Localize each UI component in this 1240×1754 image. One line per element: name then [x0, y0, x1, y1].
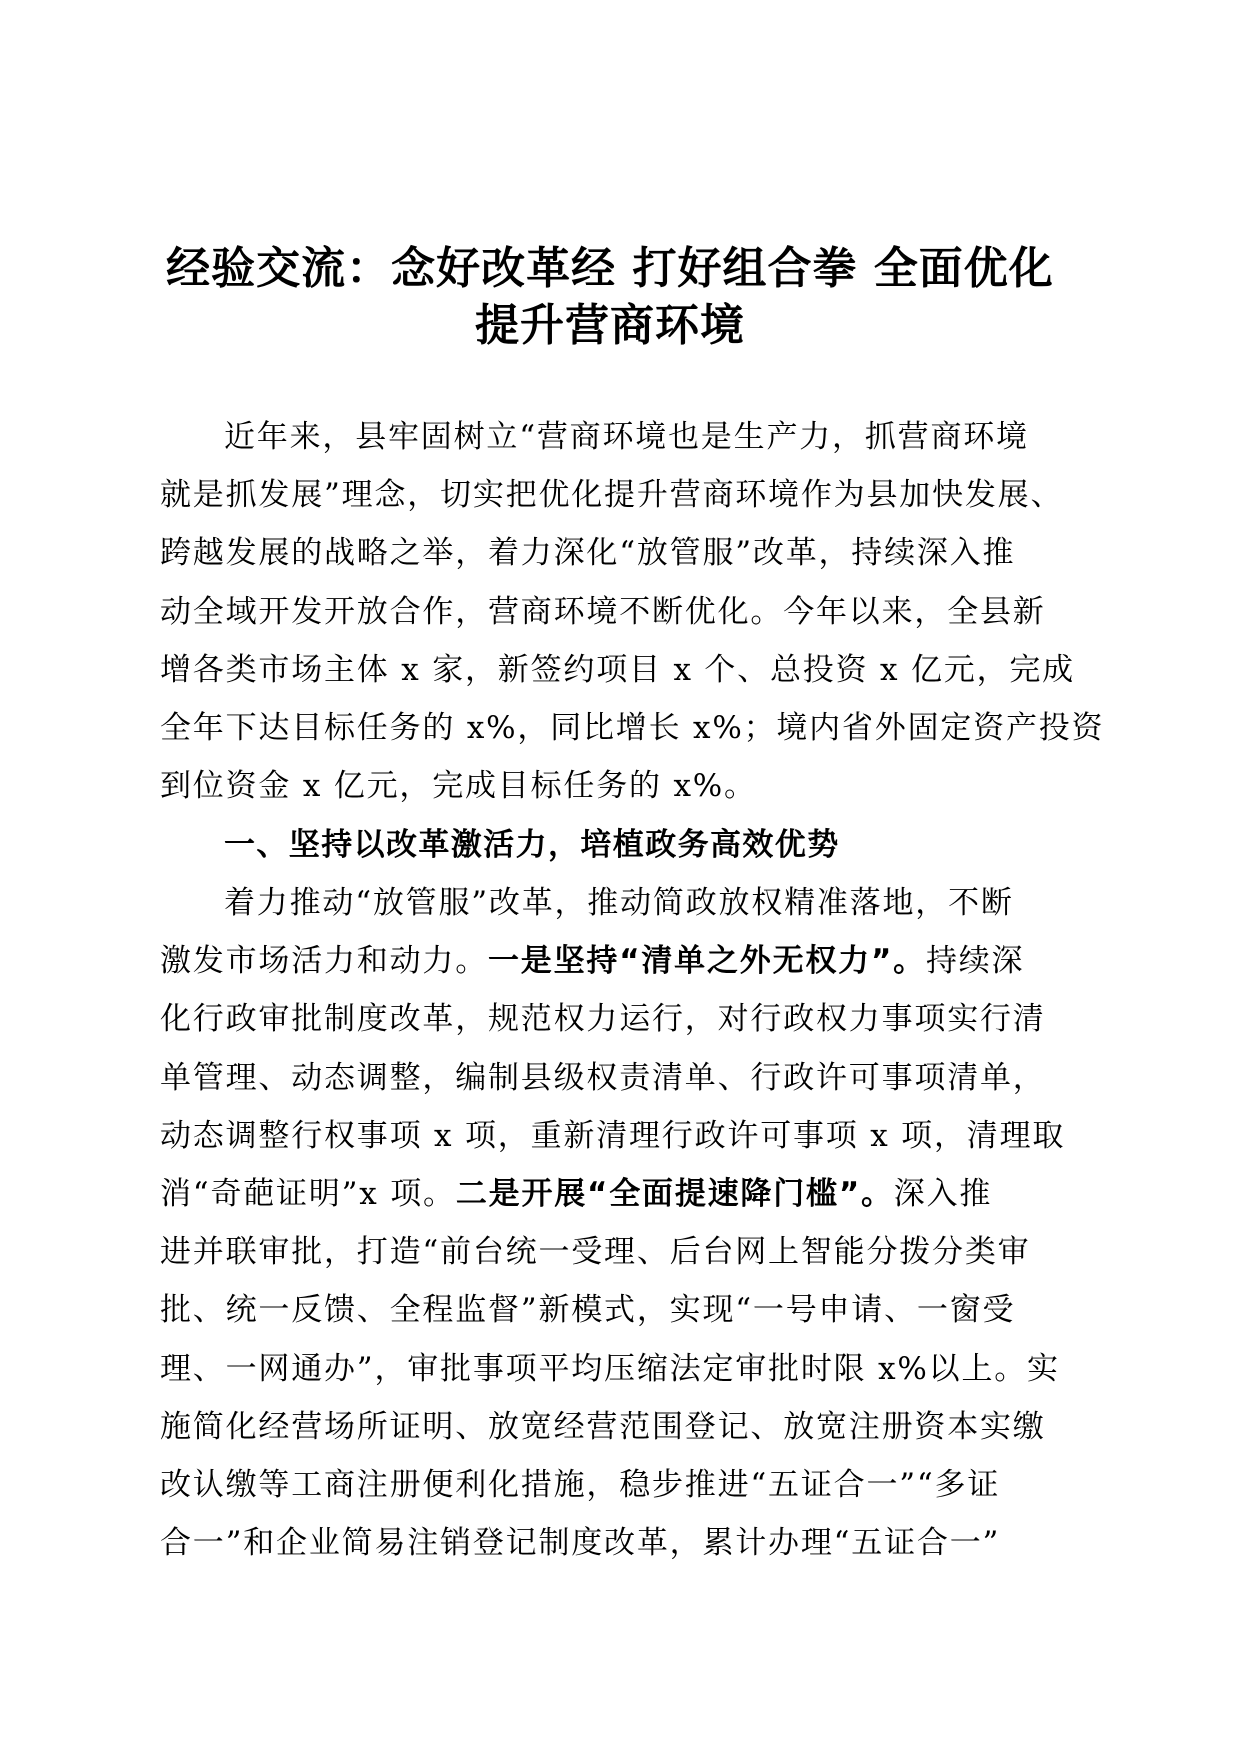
paragraph-line: 跨越发展的战略之举，着力深化“放管服”改革，持续深入推: [160, 535, 1016, 572]
paragraph-line: [160, 932, 1085, 990]
line-text: 消“奇葩证明”x 项。: [160, 1176, 456, 1213]
title-line-1: 经验交流：念好改革经 打好组合拳 全面优化: [166, 243, 1054, 294]
paragraph-line: 进并联审批，打造“前台统一受理、后台网上智能分拨分类审: [160, 1234, 1031, 1271]
document-title: [140, 240, 1080, 354]
paragraph-line: 化行政审批制度改革，规范权力运行，对行政权力事项实行清: [160, 1001, 1046, 1038]
paragraph-line: 着力推动“放管服”改革，推动简政放权精准落地，不断: [224, 885, 1014, 921]
line-text: 持续深: [925, 943, 1025, 980]
paragraph-line: 合一”和企业简易注销登记制度改革，累计办理“五证合一”: [160, 1525, 1001, 1562]
title-line-2: 提升营商环境: [475, 300, 745, 351]
paragraph-line: 单管理、动态调整，编制县级权责清单、行政许可事项清单，: [160, 1059, 1046, 1096]
paragraph-line: 全年下达目标任务的 x%，同比增长 x%；境内省外固定资产投资: [160, 710, 1105, 747]
paragraph-line: 理、一网通办”，审批事项平均压缩法定审批时限 x%以上。实: [160, 1350, 1060, 1387]
bold-point-2: 二是开展“全面提速降门槛”。: [455, 1176, 894, 1213]
paragraph-line: 近年来，县牢固树立“营商环境也是生产力，抓营商环境: [224, 419, 1029, 455]
line-text: 深入推: [893, 1176, 993, 1213]
intro-paragraph: [160, 408, 1105, 815]
paragraph-line: 到位资金 x 亿元，完成目标任务的 x%。: [160, 768, 757, 805]
paragraph-line: 增各类市场主体 x 家，新签约项目 x 个、总投资 x 亿元，完成: [160, 651, 1075, 688]
paragraph-line: 施简化经营场所证明、放宽经营范围登记、放宽注册资本实缴: [160, 1408, 1046, 1445]
bold-point-1: 一是坚持“清单之外无权力”。: [488, 943, 926, 980]
line-text: 激发市场活力和动力。: [160, 943, 488, 980]
paragraph-line: 动态调整行权事项 x 项，重新清理行政许可事项 x 项，清理取: [160, 1117, 1066, 1154]
section-heading-1: 一、坚持以改革激活力，培植政务高效优势: [224, 827, 840, 863]
section-1-paragraph: [160, 874, 1085, 1572]
paragraph-line: 批、统一反馈、全程监督”新模式，实现“一号申请、一窗受: [160, 1292, 1016, 1329]
paragraph-line: [160, 1165, 1085, 1223]
paragraph-line: 改认缴等工商注册便利化措施，稳步推进“五证合一”“多证: [160, 1467, 1001, 1504]
paragraph-line: 就是抓发展”理念，切实把优化提升营商环境作为县加快发展、: [160, 477, 1064, 514]
paragraph-line: 动全域开发开放合作，营商环境不断优化。今年以来，全县新: [160, 593, 1046, 630]
